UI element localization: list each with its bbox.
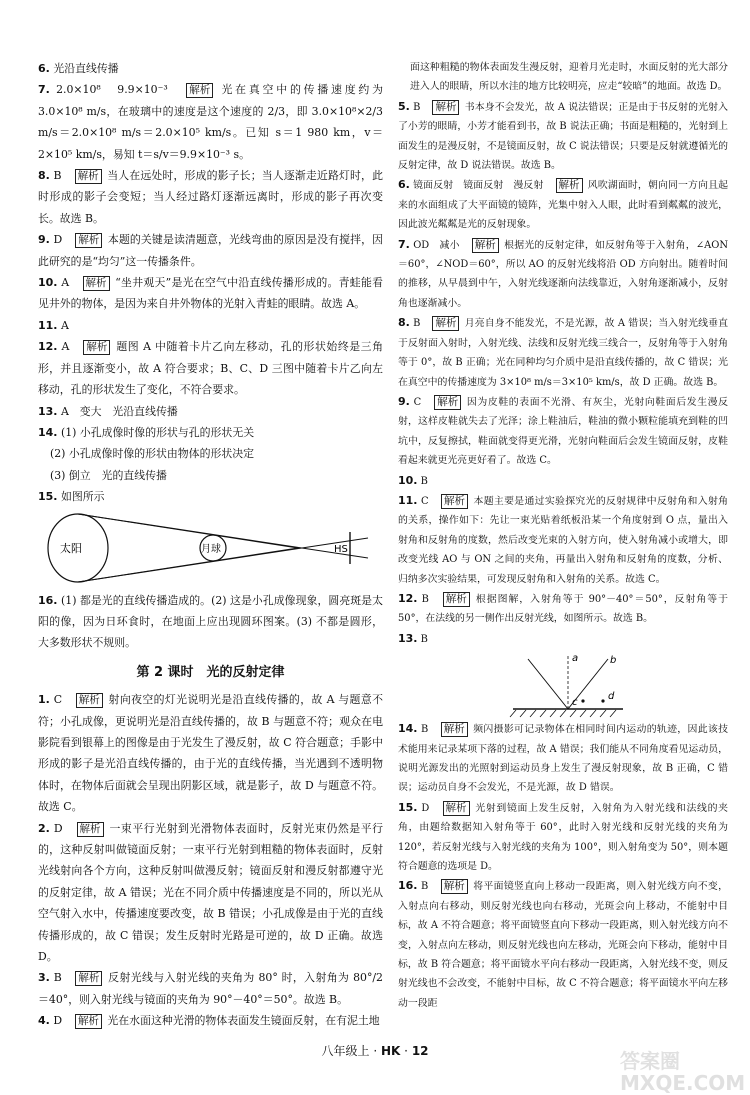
answer-item bbox=[38, 315, 383, 336]
answer-item bbox=[38, 229, 383, 272]
watermark-logo: 答案圈 MXQE.COM bbox=[620, 1049, 746, 1095]
analysis-tag: 解析 bbox=[432, 316, 459, 331]
analysis-tag: 解析 bbox=[441, 722, 468, 737]
answer-item bbox=[38, 689, 383, 817]
answer-text: B 解析 将平面镜竖直向上移动一段距离，则入射光线方向不变，入射点向右移动，则反射光线也向右移动，光斑会向上移动，不能射中目标，故 A 不符合题意；将平面镜竖直向下移动一段距离，则入射光线方向不变，入射点向左移动，则反射光线也向左移动，光斑会向下移动，能射中目标，故 B 符合题意；将平面镜水平向右移动一段距离，入射光线不变，则反射光线也不会改变，不能射中目标，故 C 不符合题意；将平面镜水平向左移动一段距 bbox=[398, 880, 728, 1009]
answer-text: D 解析 光射到镜面上发生反射，入射角为入射光线和法线的夹角，由题给数据知入射角等于 60°，此时入射光线和反射光线的夹角为 120°，若反射光线与入射光线的夹角为 100°，则入射角变为 50°，则本题符合题意的选项是 D。 bbox=[398, 801, 729, 873]
answer-number: 13. bbox=[38, 404, 58, 418]
answer-text: B 解析 书本身不会发光，故 A 说法错误；正是由于书反射的光射入了小芳的眼睛，小芳才能看到书，故 B 说法正确；书面是粗糙的，光射到上面发生的是漫反射，不是镜面反射，故 C 说法错误；只要是反射就遵循光的反射定律，故 D 说法错误。故选 B。 bbox=[398, 100, 729, 172]
answer-number: 16. bbox=[398, 879, 418, 893]
answer-text: D 解析 一束平行光射到光滑物体表面时，反射光束仍然是平行的，这种反射叫做镜面反射；一束平行光射到粗糙的物体表面时，反射光线射向各个方向，这种反射叫做漫反射；镜面反射和漫反射都遵守光的反射定律，故 A 错误；光在不同介质中传播速度是不同的，所以光从空气射入水中，传播速度要改变，故 B 错误；小孔成像是由于光的直线传播形成的，故 C 错误；发生反射时光路是可逆的，故 D 正确。故选 D。 bbox=[38, 821, 384, 964]
answer-text: 镜面反射 镜面反射 漫反射 解析 风吹湖面时，朝向同一方向且起来的水面组成了大平面镜的镜阵，光集中射入人眼，此时看到粼粼的波光，因此波光粼粼是光的反射现象。 bbox=[398, 179, 728, 231]
answer-text: 如图所示 bbox=[60, 490, 105, 504]
answer-text: (1) 小孔成像时像的形状与孔的形状无关 bbox=[60, 425, 255, 439]
answer-number: 4. bbox=[38, 1014, 50, 1028]
answer-item bbox=[38, 486, 383, 507]
analysis-tag: 解析 bbox=[77, 822, 104, 837]
footer-grade: 八年级上 bbox=[321, 1044, 370, 1058]
answer-text: D 解析 本题的关键是读清题意，光线弯曲的原因是没有搅拌，因此研究的是“均匀”这一传播条件。 bbox=[38, 233, 384, 268]
answer-item bbox=[38, 401, 383, 422]
answer-number: 7. bbox=[38, 83, 50, 97]
answer-text: B 解析 频闪摄影可记录物体在相同时间内运动的轨迹，因此该技术能用来记录某项下落的过程，故 A 错误；我们能从不同角度看见运动员，说明光源发出的光照射到运动员身上发生了漫反射现象，故 B 正确，C 错误；运动员自身不会发光，不是光源，故 D 错误。 bbox=[398, 723, 728, 794]
footer-sep: · bbox=[373, 1044, 378, 1058]
answer-number: 1. bbox=[38, 693, 50, 707]
answer-item bbox=[398, 97, 728, 176]
answer-text: 光沿直线传播 bbox=[53, 62, 119, 75]
analysis-tag: 解析 bbox=[75, 971, 102, 986]
answer-number: 5. bbox=[398, 99, 410, 113]
answer-item bbox=[38, 590, 383, 654]
analysis-tag: 解析 bbox=[472, 238, 499, 253]
section-title: 第 2 课时 光的反射定律 bbox=[136, 664, 285, 680]
answer-number: 6. bbox=[398, 178, 410, 192]
eclipse-diagram bbox=[38, 510, 378, 586]
analysis-tag: 解析 bbox=[76, 693, 103, 708]
reflection-diagram bbox=[398, 649, 718, 719]
answer-number: 12. bbox=[398, 591, 418, 605]
answer-item bbox=[38, 336, 383, 400]
answer-text: OD 减小 解析 根据光的反射定律，如反射角等于入射角，∠AON＝60°，∠NOD＝60°，所以 AO 的反射光线将沿 OD 方向射出。随着时间的推移，从早晨到中午，入射光线逐渐向法线靠近，入射角逐渐减小，反射角也逐渐减小。 bbox=[398, 238, 728, 309]
answer-text: D 解析 光在水面这种光滑的物体表面发生镜面反射，在有泥土地 bbox=[53, 1014, 380, 1028]
answer-item bbox=[38, 272, 383, 315]
answer-text: B 解析 当人在远处时，形成的影子长；当人逐渐走近路灯时，此时形成的影子会变短；当人经过路灯逐渐远离时，形成的影子再次变长。故选 B。 bbox=[38, 169, 383, 225]
answer-item bbox=[398, 175, 728, 234]
answer-number: 15. bbox=[38, 490, 58, 504]
answer-item bbox=[398, 629, 728, 649]
answer-item bbox=[398, 392, 728, 471]
answer-number: 14. bbox=[398, 722, 418, 736]
answer-text: C 解析 本题主要是通过实验探究光的反射规律中反射角和入射角的关系，操作如下：先让一束光贴着纸板沿某一个角度射到 O 点，量出入射角和反射角的度数，然后改变光束的入射方向，使入射角减小或增大，即改变光线 AO 与 ON 之间的夹角，再量出入射角和反射角的度数，分析、归纳多次实验结果，可发现反射角和入射角的关系。故选 C。 bbox=[398, 494, 729, 585]
answer-item bbox=[398, 589, 728, 629]
answer-text: A 变大 光沿直线传播 bbox=[60, 404, 178, 418]
answer-text: B 解析 反射光线与入射光线的夹角为 80° 时，入射角为 80°/2＝40°，则入射光线与镜面的夹角为 90°－40°＝50°。故选 B。 bbox=[38, 971, 383, 1006]
answer-number: 9. bbox=[398, 394, 410, 408]
moon-label: 月球 bbox=[201, 543, 221, 555]
answer-text: B 解析 根据图解，入射角等于 90°－40°＝50°，反射角等于 50°，在法线的另一侧作出反射光线，如图所示。故选 B。 bbox=[398, 592, 728, 625]
answer-item bbox=[398, 798, 728, 877]
answer-number: 15. bbox=[398, 800, 418, 814]
answer-item bbox=[38, 818, 383, 968]
footer-page: 12 bbox=[411, 1044, 429, 1058]
answer-item bbox=[398, 58, 728, 97]
answer-item bbox=[38, 443, 383, 464]
label-d: d bbox=[608, 691, 615, 703]
answer-text: B 解析 月亮自身不能发光，不是光源，故 A 错误；当入射光线垂直于反射面入射时，入射光线、法线和反射光线三线合一，反射角等于入射角等于 0°，故 B 正确；光在同种均匀介质中是沿直线传播的，故 C 错误；光在真空中的传播速度为 3×10⁸ m/s＝3×10⁵ km/s，故 D 正确。故选 B。 bbox=[398, 317, 729, 388]
label-c: c bbox=[572, 697, 578, 709]
footer-code: HK bbox=[380, 1044, 401, 1058]
analysis-tag: 解析 bbox=[443, 801, 470, 816]
answer-text: C 解析 因为皮鞋的表面不光滑、有灰尘，光射向鞋面后发生漫反射，这样皮鞋就失去了光泽；涂上鞋油后，鞋油的微小颗粒能填充到鞋的凹坑中，反复擦拭，鞋面就变得更光滑，光射向鞋面后会发生镜面反射，皮鞋看起来就更光亮更好看了。故选 C。 bbox=[398, 395, 729, 467]
analysis-tag: 解析 bbox=[443, 592, 470, 607]
answer-item bbox=[398, 719, 728, 798]
answer-text: (3) 倒立 光的直线传播 bbox=[50, 468, 167, 482]
answer-number: 3. bbox=[38, 971, 50, 985]
answer-number: 12. bbox=[38, 340, 58, 354]
answer-text: (2) 小孔成像时像的形状由物体的形状决定 bbox=[50, 447, 255, 461]
answer-number: 8. bbox=[38, 169, 50, 183]
analysis-tag: 解析 bbox=[441, 879, 468, 894]
answer-text: A 解析 “坐井观天”是光在空气中沿直线传播形成的。青蛙能看见井外的物体，是因为来自井外物体的光射入青蛙的眼睛。故选 A。 bbox=[38, 276, 383, 311]
answer-text: C 解析 射向夜空的灯光说明光是沿直线传播的，故 A 与题意不符；小孔成像，更说明光是沿直线传播的，故 B 与题意不符；观众在电影院看到银幕上的图像是由于光发生了漫反射，故 C 符合题意；手影中形成的影子是光沿直线传播的，由于光的直线传播，当光遇到不透明物体时，在物体后面就会呈现出阴影区域，就是影子，故 D 与题意不符。故选 C。 bbox=[38, 693, 383, 814]
analysis-tag: 解析 bbox=[434, 395, 461, 410]
answer-item bbox=[398, 471, 728, 491]
footer-sep2: · bbox=[404, 1044, 408, 1058]
answer-text: A bbox=[60, 318, 69, 332]
answer-text: (1) 都是光的直线传播造成的。(2) 这是小孔成像现象，圆亮斑是太阳的像，因为日环食时，在地面上应出现圆环图案。(3) 不都是圆形，大多数形状不规则。 bbox=[38, 593, 384, 650]
right-column bbox=[398, 58, 728, 1013]
answer-number: 7. bbox=[398, 237, 410, 251]
analysis-tag: 解析 bbox=[83, 340, 110, 355]
answer-number: 16. bbox=[38, 593, 58, 607]
answer-number: 14. bbox=[38, 425, 58, 439]
answer-number: 11. bbox=[38, 318, 58, 332]
answer-number: 11. bbox=[398, 493, 418, 507]
answer-item bbox=[38, 1010, 383, 1031]
label-b: b bbox=[610, 655, 617, 667]
label-a: a bbox=[572, 653, 579, 665]
analysis-tag: 解析 bbox=[186, 83, 213, 98]
sun-label: 太阳 bbox=[60, 541, 82, 555]
analysis-tag: 解析 bbox=[83, 276, 110, 291]
left-column bbox=[38, 58, 383, 1032]
answer-text: 面这种粗糙的物体表面发生漫反射，迎着月光走时，水面反射的光大部分进入人的眼睛，所以水洼的地方比较明亮，应走“较暗”的地面。故选 D。 bbox=[410, 62, 728, 93]
answer-number: 8. bbox=[398, 316, 410, 330]
answer-item bbox=[38, 967, 383, 1010]
answer-text: A 解析 题图 A 中随着卡片乙向左移动，孔的形状始终是三角形，并且逐渐变小，故 A 符合要求；B、C、D 三图中随着卡片乙向左移动，孔的形状发生了变化，不符合要求。 bbox=[38, 340, 383, 397]
answer-item bbox=[398, 876, 728, 1013]
answer-item bbox=[38, 422, 383, 443]
answer-item bbox=[398, 235, 728, 314]
answer-item bbox=[38, 165, 383, 229]
analysis-tag: 解析 bbox=[75, 233, 102, 248]
answer-number: 2. bbox=[38, 821, 50, 835]
analysis-tag: 解析 bbox=[432, 100, 459, 115]
answer-number: 10. bbox=[398, 473, 418, 487]
answer-item bbox=[38, 465, 383, 486]
answer-item bbox=[38, 79, 383, 165]
analysis-tag: 解析 bbox=[556, 178, 583, 193]
hs-label: HS bbox=[334, 543, 348, 555]
answer-number: 10. bbox=[38, 276, 58, 290]
answer-number: 13. bbox=[398, 631, 418, 645]
answer-text: 2.0×10⁸ 9.9×10⁻³ 解析 光在真空中的传播速度约为 3.0×10⁸ m/s，在玻璃中的速度是这个速度的 2/3，即 3.0×10⁸×2/3 m/s＝2.0×10⁸ m/s＝2.0×10⁵ km/s。已知 s＝1 980 km，v＝2×10⁵ km/s，易知 t＝s/v＝9.9×10⁻³ s。 bbox=[38, 83, 383, 161]
analysis-tag: 解析 bbox=[75, 1014, 102, 1029]
answer-text: B bbox=[420, 633, 428, 645]
answer-item bbox=[38, 58, 383, 79]
analysis-tag: 解析 bbox=[75, 169, 102, 184]
answer-item bbox=[398, 313, 728, 392]
answer-number: 6. bbox=[38, 62, 50, 75]
answer-number: 9. bbox=[38, 233, 50, 247]
answer-text: B bbox=[420, 475, 428, 487]
answer-item bbox=[398, 491, 728, 589]
analysis-tag: 解析 bbox=[441, 494, 468, 509]
